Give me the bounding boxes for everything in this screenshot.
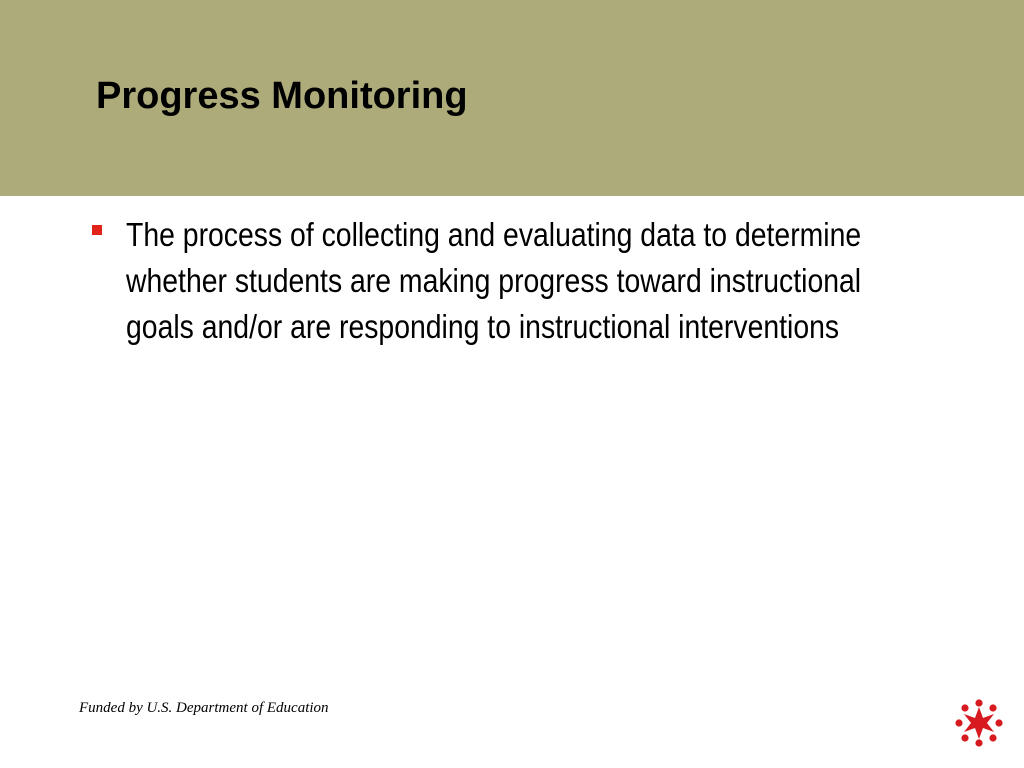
bullet-list — [90, 212, 970, 350]
square-bullet-icon — [92, 225, 102, 235]
slide-title: Progress Monitoring — [96, 75, 468, 117]
funding-footer: Funded by U.S. Department of Education — [79, 700, 329, 716]
starburst-logo-icon — [954, 698, 1004, 748]
bullet-item — [90, 212, 970, 350]
bullet-text: The process of collecting and evaluating data to determine whether students are making progress toward instructional goals and/or are responding to instructional interventions — [126, 216, 862, 345]
